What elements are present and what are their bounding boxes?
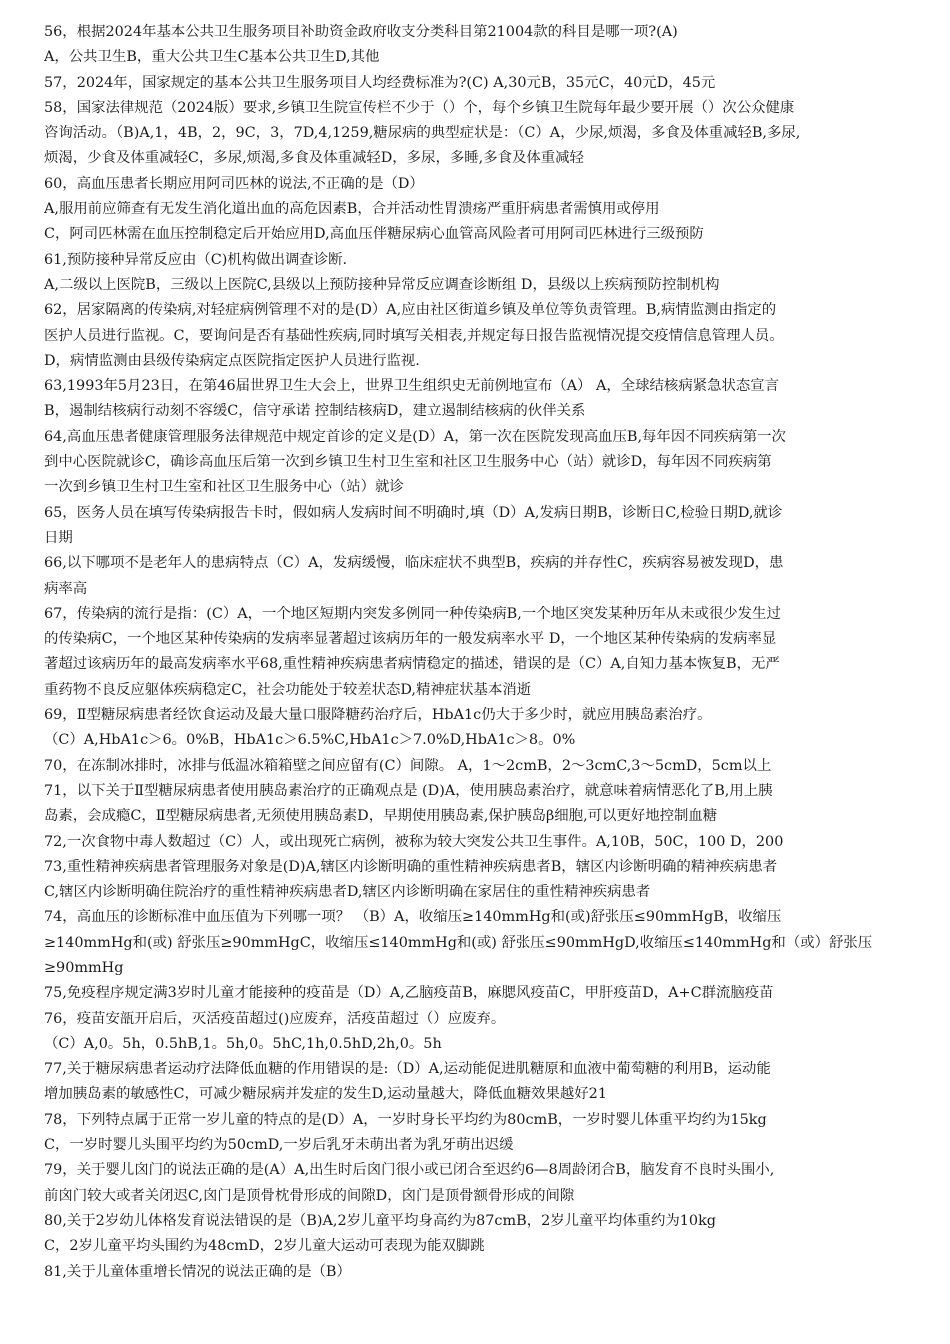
text-line: D，病情监测由县级传染病定点医院指定医护人员进行监视. [44,352,420,369]
text-line: 增加胰岛素的敏感性C，可减少糖尿病并发症的发生D,运动量越大，降低血糖效果越好21 [44,1086,607,1103]
text-line: A,二级以上医院B，三级以上医院C,县级以上预防接种异常反应调查诊断组 D，县级以上疾病预防控制机构 [44,276,720,293]
text-line: 著超过该病历年的最高发病率水平68,重性精神疾病患者病情稳定的描述，错误的是（C）A,自知力基本恢复B，无严 [44,656,780,673]
text-line: C，阿司匹林需在血压控制稳定后开始应用D,高血压伴糖尿病心血管高风险者可用阿司匹林进行三级预防 [44,226,704,243]
text-line: 60，高血压患者长期应用阿司匹林的说法,不正确的是（D） [44,175,424,192]
text-line: 烦渴，少食及体重减轻C，多尿,烦渴,多食及体重减轻D，多尿，多睡,多食及体重减轻 [44,150,584,167]
text-line: 77,关于糖尿病患者运动疗法降低血糖的作用错误的是:（D）A,运动能促进肌糖原和血液中葡萄糖的利用B，运动能 [44,1061,771,1078]
text-line: （C）A,0。5h，0.5hB,1。5h,0。5hC,1h,0.5hD,2h,0。5h [44,1035,442,1052]
text-line: 重药物不良反应躯体疾病稳定C，社会功能处于较差状态D,精神症状基本消逝 [44,681,532,698]
text-line: 咨询活动。（B)A,1，4B，2，9C，3，7D,4,1259,糖尿病的典型症状是：（C）A，少尿,烦渴，多食及体重减轻B,多尿, [44,125,801,142]
text-line: ≥90mmHg [44,959,124,976]
text-line: 73,重性精神疾病患者管理服务对象是(D)A,辖区内诊断明确的重性精神疾病患者B，辖区内诊断明确的精神疾病患者 [44,858,778,875]
text-line: 岛素，会成瘾C，Ⅱ型糖尿病患者,无须使用胰岛素D，早期使用胰岛素,保护胰岛β细胞,可以更好地控制血糖 [44,808,718,825]
text-line: 病率高 [44,580,88,597]
text-line: 医护人员进行监视。C，要询问是否有基础性疾病,同时填写关相表,并规定每日报告监视情况提交疫情信息管理人员。 [44,327,784,344]
text-line: 81,关于儿童体重增长情况的说法正确的是（B） [44,1263,351,1280]
text-line: 一次到乡镇卫生村卫生室和社区卫生服务中心（站）就诊 [44,479,404,496]
text-line: 的传染病C，一个地区某种传染病的发病率显著超过该病历年的一般发病率水平 D，一个地区某种传染病的发病率显 [44,631,777,648]
text-line: 75,免疫程序规定满3岁时儿童才能接种的疫苗是（D）A,乙脑疫苗B，麻腮风疫苗C，甲肝疫苗D，A+C群流脑疫苗 [44,985,774,1002]
text-line: 80,关于2岁幼儿体格发育说法错误的是（B)A,2岁儿童平均身高约为87cmB，2岁儿童平均体重约为10kg [44,1212,717,1229]
text-line: 66,以下哪项不是老年人的患病特点（C）A，发病缓慢，临床症状不典型B，疾病的并存性C，疾病容易被发现D，患 [44,555,784,572]
text-line: 72,一次食物中毒人数超过（C）人，或出现死亡病例，被称为较大突发公共卫生事件。A,10B，50C，100 D，200 [44,833,784,850]
text-line: 74，高血压的诊断标准中血压值为下列哪一项？ （B）A，收缩压≥140mmHg和(或)舒张压≤90mmHgB，收缩压 [44,909,782,926]
text-line: A，公共卫生B，重大公共卫生C基本公共卫生D,其他 [44,49,380,66]
text-line: 70，在冻制冰排时，冰排与低温冰箱箱壁之间应留有(C）间隙。 A，1～2cmB，2～3cmC,3～5cmD，5cm以上 [44,757,772,774]
text-line: 56，根据2024年基本公共卫生服务项目补助资金政府收支分类科目第21004款的科目是哪一项?(A) [44,24,678,40]
text-line: 日期 [44,529,73,546]
text-line: 61,预防接种异常反应由（C)机构做出调查诊断. [44,251,348,268]
text-line: 65，医务人员在填写传染病报告卡时，假如病人发病时间不明确时,填（D）A,发病日期B，诊断日C,检验日期D,就诊 [44,504,783,521]
text-line: 76，疫苗安瓿开启后，灭活疫苗超过()应废弃，活疫苗超过（）应废弃。 [44,1010,506,1027]
text-line: 64,高血压患者健康管理服务法律规范中规定首诊的定义是(D）A，第一次在医院发现高血压B,每年因不同疾病第一次 [44,428,786,445]
text-line: 63,1993年5月23日，在第46届世界卫生大会上，世界卫生组织史无前例地宣布（A） A，全球结核病紧急状态宣言 [44,378,780,395]
text-line: C，一岁时婴儿头围平均约为50cmD,一岁后乳牙未萌出者为乳牙萌出迟缓 [44,1137,514,1154]
text-line: 67，传染病的流行是指：(C）A，一个地区短期内突发多例同一种传染病B,一个地区突发某种历年从未或很少发生过 [44,605,781,622]
text-line: 71，以下关于Ⅱ型糖尿病患者使用胰岛素治疗的正确观点是 (D)A，使用胰岛素治疗，就意味着病情恶化了B,用上胰 [44,782,773,799]
text-line: 69，Ⅱ型糖尿病患者经饮食运动及最大量口服降糖药治疗后，HbA1c仍大于多少时，就应用胰岛素治疗。 [44,707,712,724]
text-line: 前囟门较大或者关闭迟C,囟门是顶骨枕骨形成的间隙D，囟门是顶骨额骨形成的间隙 [44,1187,575,1204]
text-line: 到中心医院就诊C，确诊高血压后第一次到乡镇卫生村卫生室和社区卫生服务中心（站）就诊D，每年因不同疾病第 [44,454,772,471]
document-body [44,20,906,1285]
text-line: 58，国家法律规范（2024版）要求,乡镇卫生院宣传栏不少于（）个，每个乡镇卫生院每年最少要开展（）次公众健康 [44,99,795,116]
text-line: 62，居家隔离的传染病,对轻症病例管理不对的是(D）A,应由社区街道乡镇及单位等负责管理。B,病情监测由指定的 [44,302,777,319]
text-line: C，2岁儿童平均头围约为48cmD，2岁儿童大运动可表现为能双脚跳 [44,1238,485,1255]
text-line: 78，下列特点属于正常一岁儿童的特点的是(D）A，一岁时身长平均约为80cmB，一岁时婴儿体重平均约为15kg [44,1111,767,1128]
text-line: （C）A,HbA1c＞6。0%B，HbA1c＞6.5%C,HbA1c＞7.0%D,HbA1c＞8。0% [44,732,576,749]
text-line: C,辖区内诊断明确住院治疗的重性精神疾病患者D,辖区内诊断明确在家居住的重性精神疾病患者 [44,884,651,901]
text-line: 79，关于婴儿囟门的说法正确的是(A）A,出生时后囟门很小或已闭合至迟约6—8周龄闭合B，脑发育不良时头围小, [44,1162,775,1179]
text-line: ≥140mmHg和(或) 舒张压≥90mmHgC，收缩压≤140mmHg和(或) 舒张压≤90mmHgD,收缩压≤140mmHg和（或）舒张压 [44,934,873,951]
text-line: 57，2024年，国家规定的基本公共卫生服务项目人均经费标准为?(C) A,30元B，35元C，40元D，45元 [44,74,716,91]
text-line: B，遏制结核病行动刻不容缓C，信守承诺 控制结核病D，建立遏制结核病的伙伴关系 [44,403,586,420]
text-line: A,服用前应筛查有无发生消化道出血的高危因素B，合并活动性胃溃疡严重肝病患者需慎用或停用 [44,201,660,218]
